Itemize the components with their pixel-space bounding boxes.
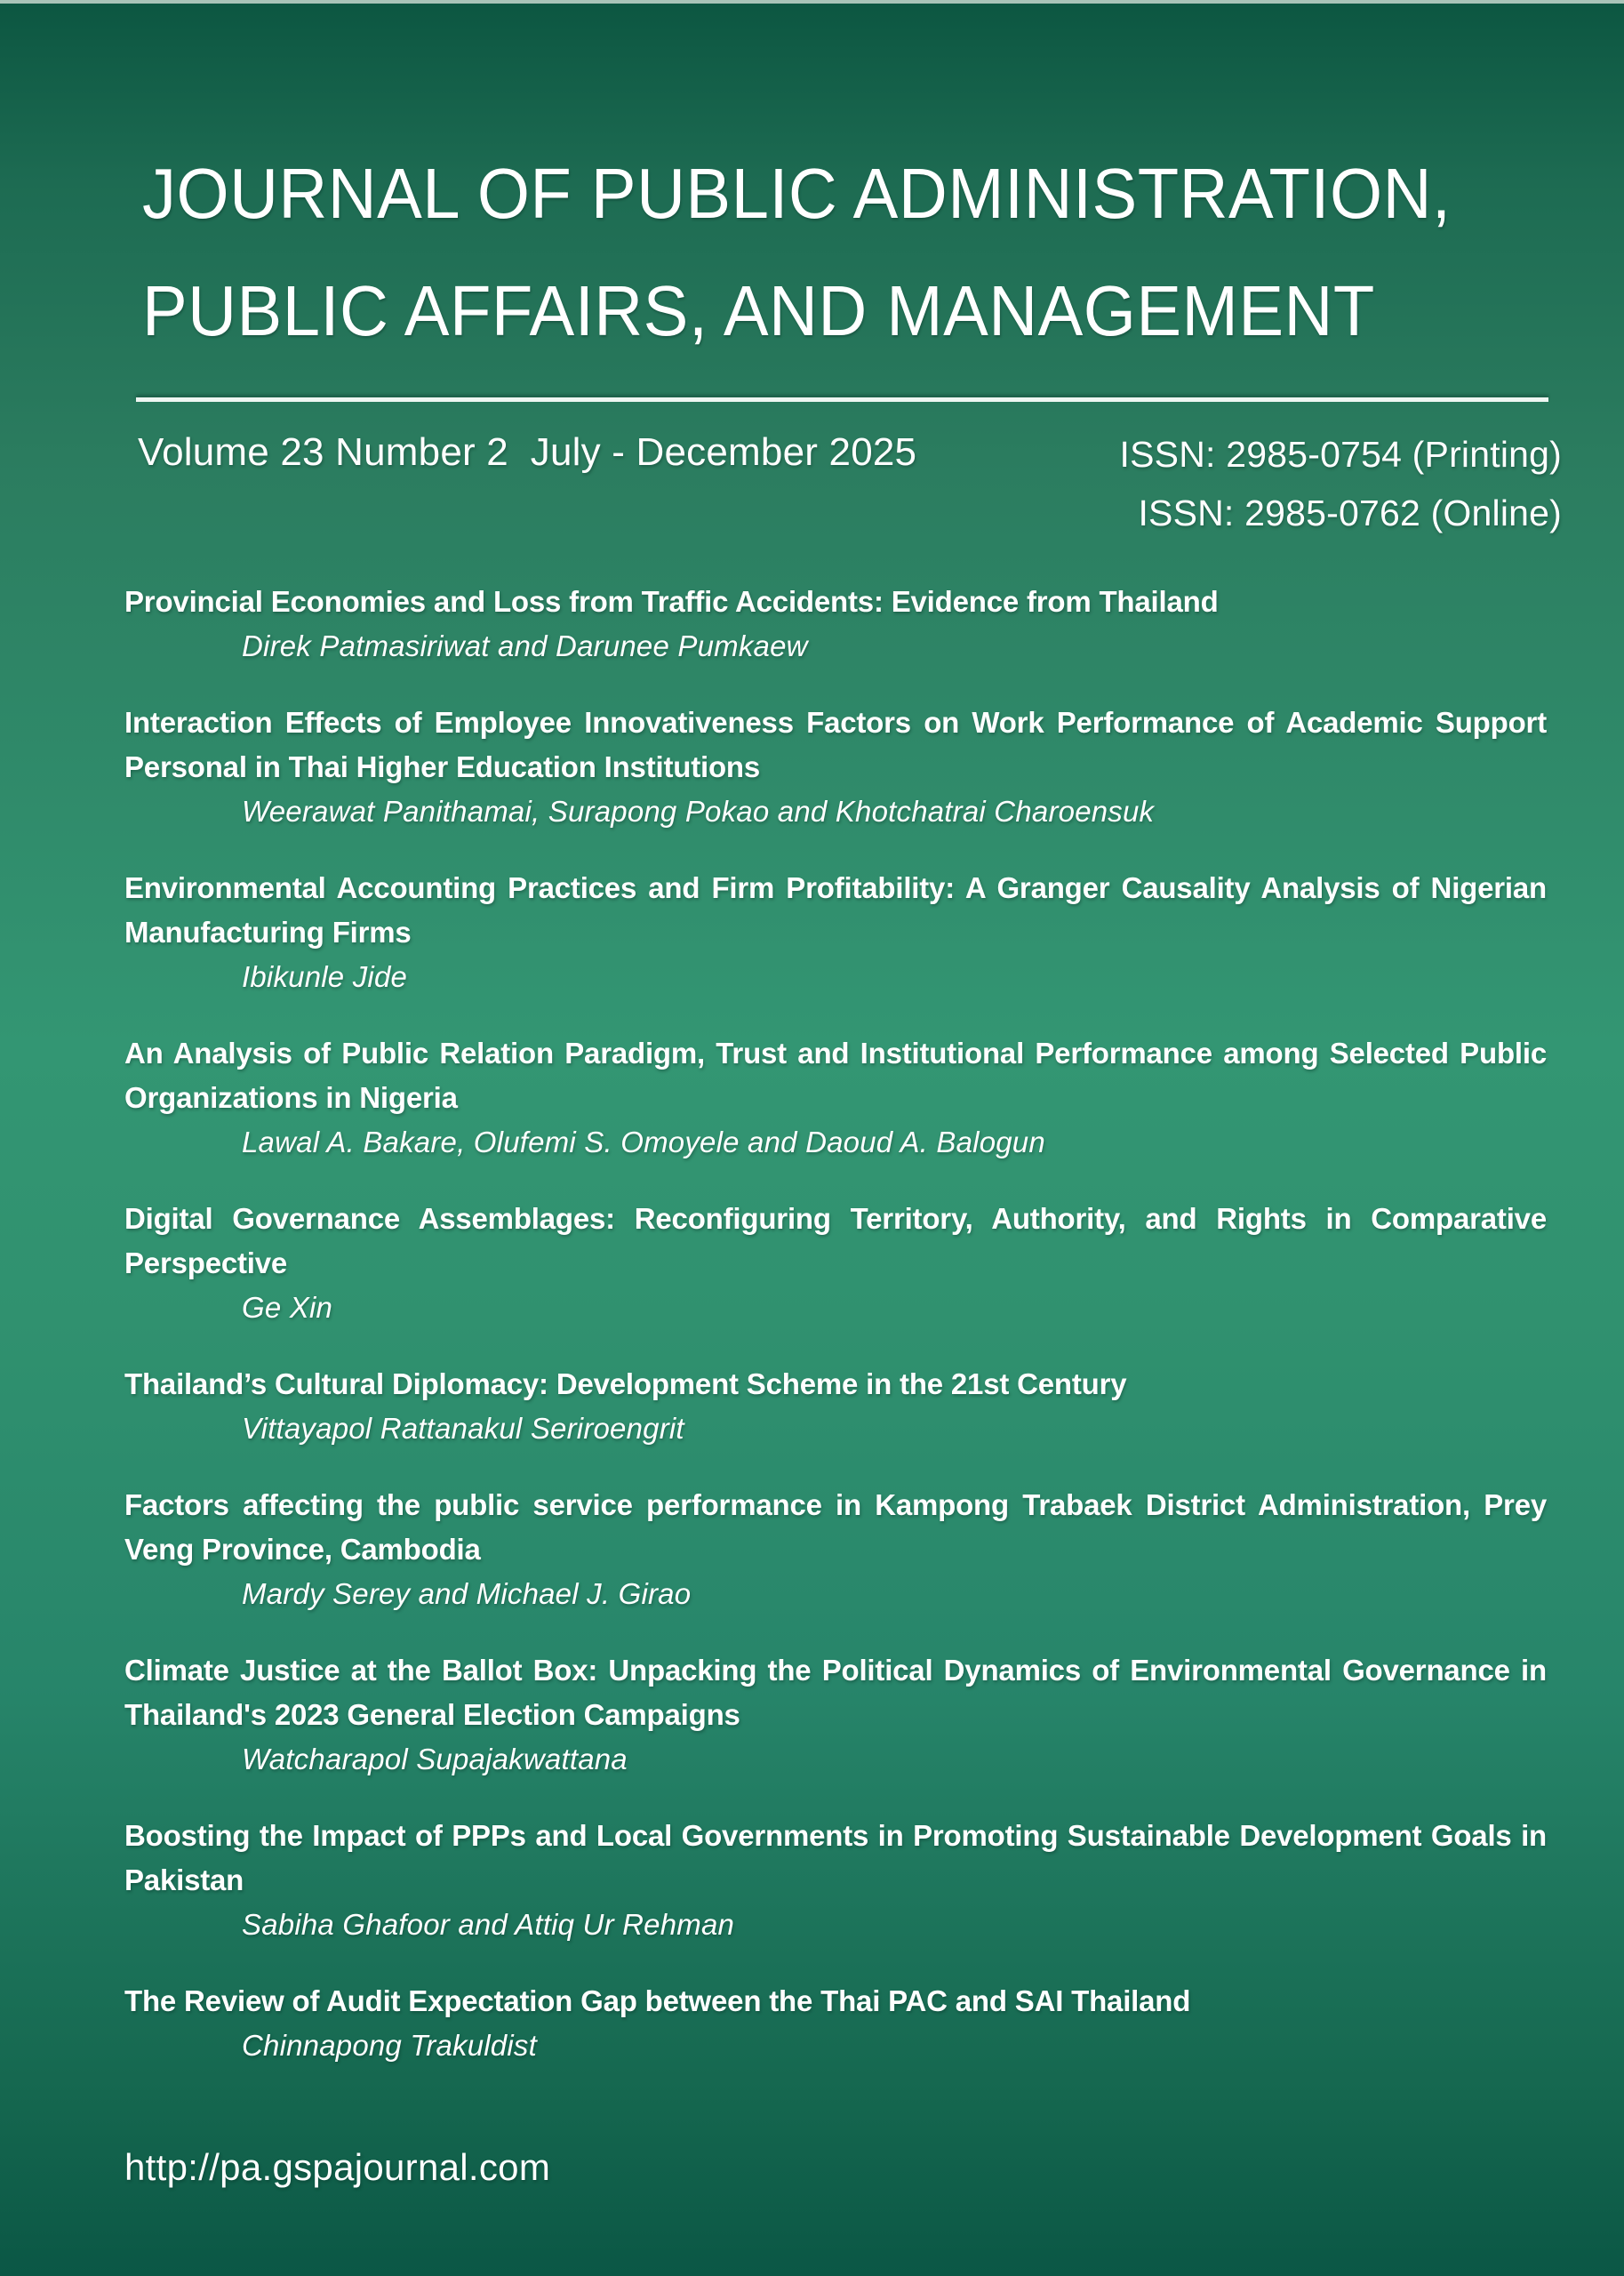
toc-article: [124, 1814, 1547, 1947]
article-title: The Review of Audit Expectation Gap between the Thai PAC and SAI Thailand: [124, 1984, 1191, 2017]
article-authors: Weerawat Panithamai, Surapong Pokao and Khotchatrai Charoensuk: [242, 795, 1155, 828]
journal-website-url: http://pa.gspajournal.com: [124, 2146, 551, 2188]
article-title: Climate Justice at the Ballot Box: Unpacking the Political Dynamics of Environmental Governance in Thailand's 2023 General Election Campaigns: [124, 1654, 1547, 1731]
article-authors: Direk Patmasiriwat and Darunee Pumkaew: [242, 629, 808, 662]
article-authors: Vittayapol Rattanakul Seriroengrit: [242, 1412, 684, 1445]
volume-issue-date: Volume 23 Number 2 July - December 2025: [138, 430, 917, 474]
article-title: An Analysis of Public Relation Paradigm, Trust and Institutional Performance among Selected Public Organizations in Nigeria: [124, 1037, 1547, 1114]
top-edge-strip: [0, 0, 1624, 4]
toc-article: [124, 701, 1547, 834]
toc-article: [124, 1031, 1547, 1165]
journal-title-line-1: JOURNAL OF PUBLIC ADMINISTRATION,: [142, 154, 1452, 233]
issn-block: [1120, 425, 1562, 542]
article-authors: Watcharapol Supajakwattana: [242, 1743, 628, 1775]
toc-article: [124, 1483, 1547, 1616]
toc-article: [124, 1648, 1547, 1782]
toc-article: [124, 1197, 1547, 1330]
article-title: Factors affecting the public service performance in Kampong Trabaek District Administration, Prey Veng Province, Cambodia: [124, 1488, 1547, 1566]
article-title: Boosting the Impact of PPPs and Local Governments in Promoting Sustainable Development Goals in Pakistan: [124, 1819, 1547, 1896]
toc-article: [124, 866, 1547, 999]
issn-printing: ISSN: 2985-0754 (Printing): [1119, 434, 1562, 475]
journal-masthead: [142, 135, 1520, 370]
issn-online: ISSN: 2985-0762 (Online): [1138, 493, 1562, 533]
article-authors: Mardy Serey and Michael J. Girao: [242, 1577, 692, 1610]
article-authors: Ge Xin: [242, 1291, 333, 1324]
toc-article: [124, 1979, 1547, 2068]
journal-title-line-2: PUBLIC AFFAIRS, AND MANAGEMENT: [142, 271, 1375, 350]
toc-article: [124, 580, 1547, 669]
toc-article: [124, 1362, 1547, 1451]
article-authors: Sabiha Ghafoor and Attiq Ur Rehman: [242, 1908, 735, 1941]
table-of-contents: [124, 580, 1547, 2100]
masthead-divider-rule: [136, 397, 1548, 402]
article-title: Provincial Economies and Loss from Traffic Accidents: Evidence from Thailand: [124, 585, 1219, 618]
article-authors: Chinnapong Trakuldist: [242, 2029, 537, 2062]
article-authors: Lawal A. Bakare, Olufemi S. Omoyele and Daoud A. Balogun: [242, 1126, 1045, 1158]
article-title: Environmental Accounting Practices and Firm Profitability: A Granger Causality Analysis of Nigerian Manufacturing Firms: [124, 871, 1547, 949]
article-authors: Ibikunle Jide: [242, 960, 408, 993]
article-title: Digital Governance Assemblages: Reconfiguring Territory, Authority, and Rights in Comparative Perspective: [124, 1202, 1547, 1279]
article-title: Thailand’s Cultural Diplomacy: Development Scheme in the 21st Century: [124, 1367, 1127, 1400]
article-title: Interaction Effects of Employee Innovativeness Factors on Work Performance of Academic Support Personal in Thai Higher Education Institutions: [124, 706, 1547, 783]
